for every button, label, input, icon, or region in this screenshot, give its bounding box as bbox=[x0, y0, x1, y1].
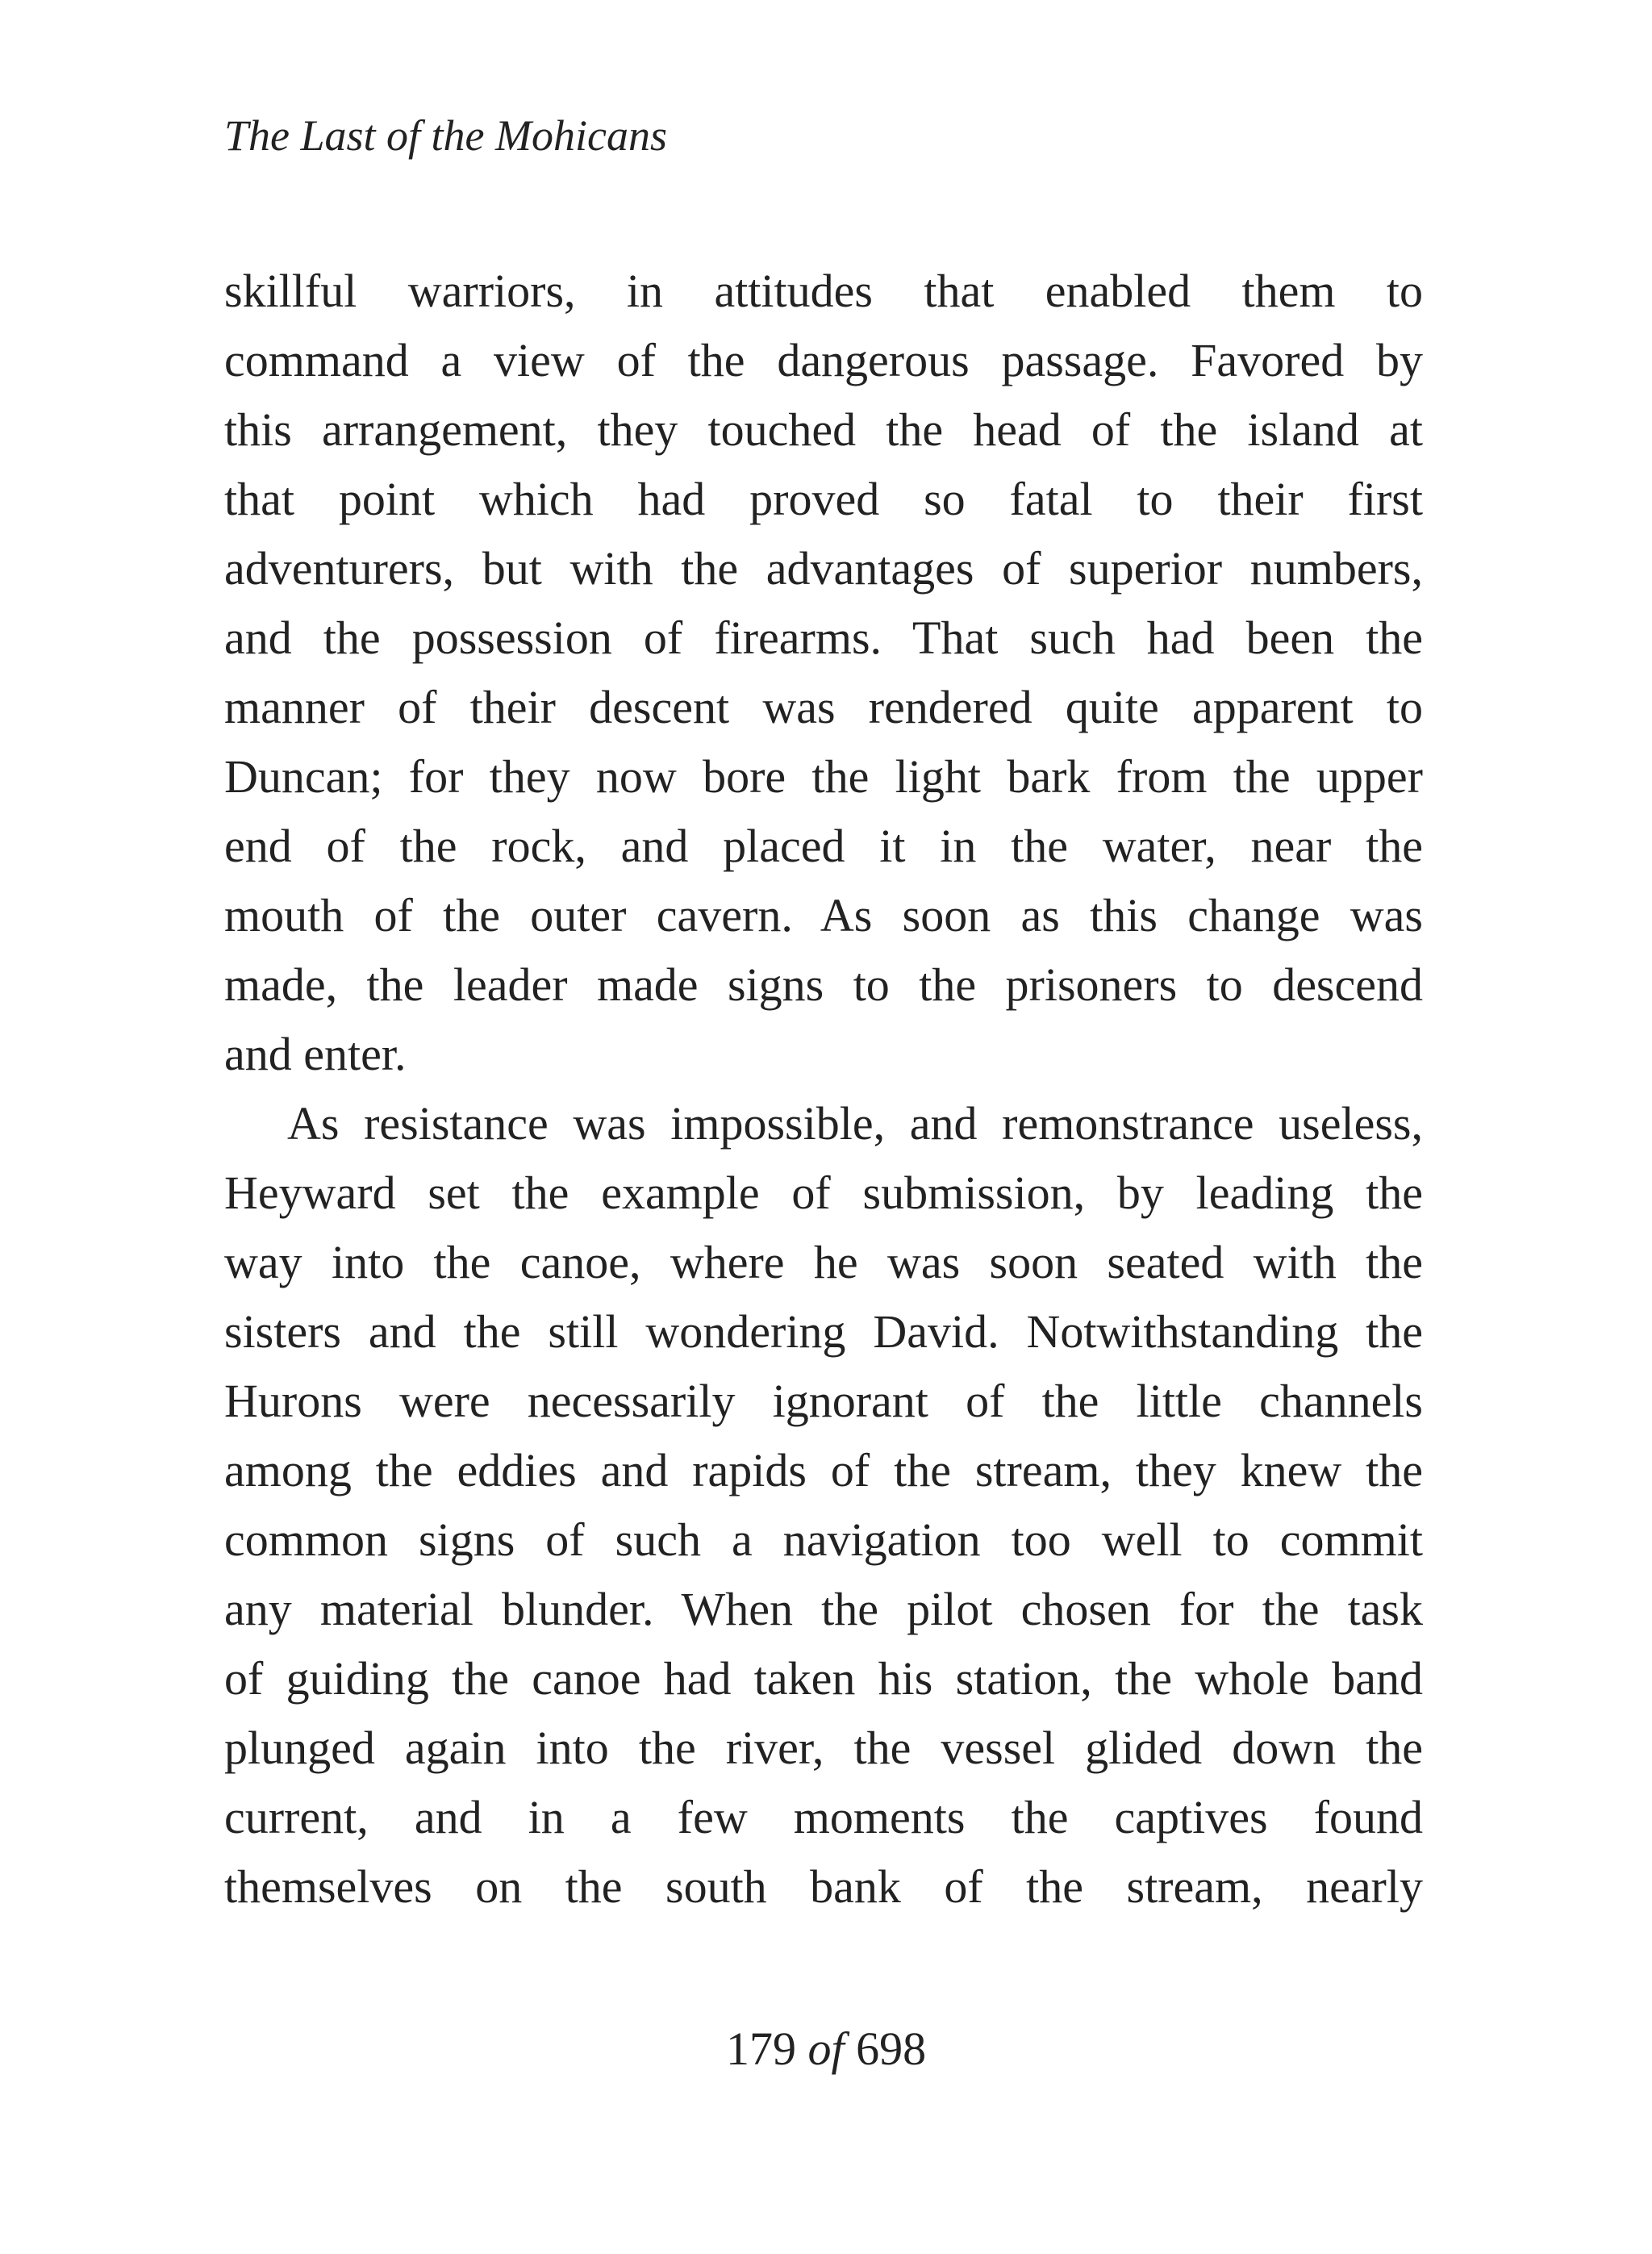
text-line: adventurers, but with the advantages of superior numbers, bbox=[224, 542, 1423, 595]
page-current: 179 bbox=[725, 2022, 796, 2075]
text-line: plunged again into the river, the vessel glided down the bbox=[224, 1722, 1423, 1774]
text-line-last: and enter. bbox=[224, 1028, 407, 1080]
text-line: any material blunder. When the pilot chosen for the task bbox=[224, 1583, 1423, 1635]
text-line: and the possession of firearms. That such had been the bbox=[224, 612, 1423, 664]
body-text bbox=[224, 257, 1423, 1922]
text-line: among the eddies and rapids of the stream, they knew the bbox=[224, 1444, 1423, 1496]
text-line: Heyward set the example of submission, by leading the bbox=[224, 1167, 1423, 1219]
text-line: of guiding the canoe had taken his station, the whole band bbox=[224, 1652, 1423, 1705]
text-line: common signs of such a navigation too well to commit bbox=[224, 1513, 1423, 1566]
page-of: of bbox=[807, 2022, 845, 2075]
page-total: 698 bbox=[856, 2022, 927, 2075]
paragraph-1 bbox=[224, 257, 1423, 1089]
text-line: current, and in a few moments the captives found bbox=[224, 1791, 1423, 1843]
text-line-first: As resistance was impossible, and remonstrance useless, bbox=[287, 1097, 1423, 1150]
text-line: end of the rock, and placed it in the water, near the bbox=[224, 820, 1423, 872]
text-line: themselves on the south bank of the stream, nearly bbox=[224, 1860, 1423, 1913]
text-line: mouth of the outer cavern. As soon as this change was bbox=[224, 889, 1423, 941]
text-line: this arrangement, they touched the head of the island at bbox=[224, 403, 1423, 456]
paragraph-2 bbox=[224, 1089, 1423, 1922]
text-line: sisters and the still wondering David. Notwithstanding the bbox=[224, 1305, 1423, 1358]
text-line: Duncan; for they now bore the light bark from the upper bbox=[224, 750, 1423, 803]
text-line: command a view of the dangerous passage. Favored by bbox=[224, 334, 1423, 386]
text-line: Hurons were necessarily ignorant of the little channels bbox=[224, 1375, 1423, 1427]
text-line: manner of their descent was rendered quite apparent to bbox=[224, 681, 1423, 733]
text-line: skillful warriors, in attitudes that enabled them to bbox=[224, 265, 1423, 317]
text-line: that point which had proved so fatal to their first bbox=[224, 473, 1423, 525]
page-number bbox=[0, 2017, 1652, 2081]
text-line: way into the canoe, where he was soon seated with the bbox=[224, 1236, 1423, 1288]
running-head: The Last of the Mohicans bbox=[224, 111, 667, 160]
text-line: made, the leader made signs to the prisoners to descend bbox=[224, 958, 1423, 1011]
